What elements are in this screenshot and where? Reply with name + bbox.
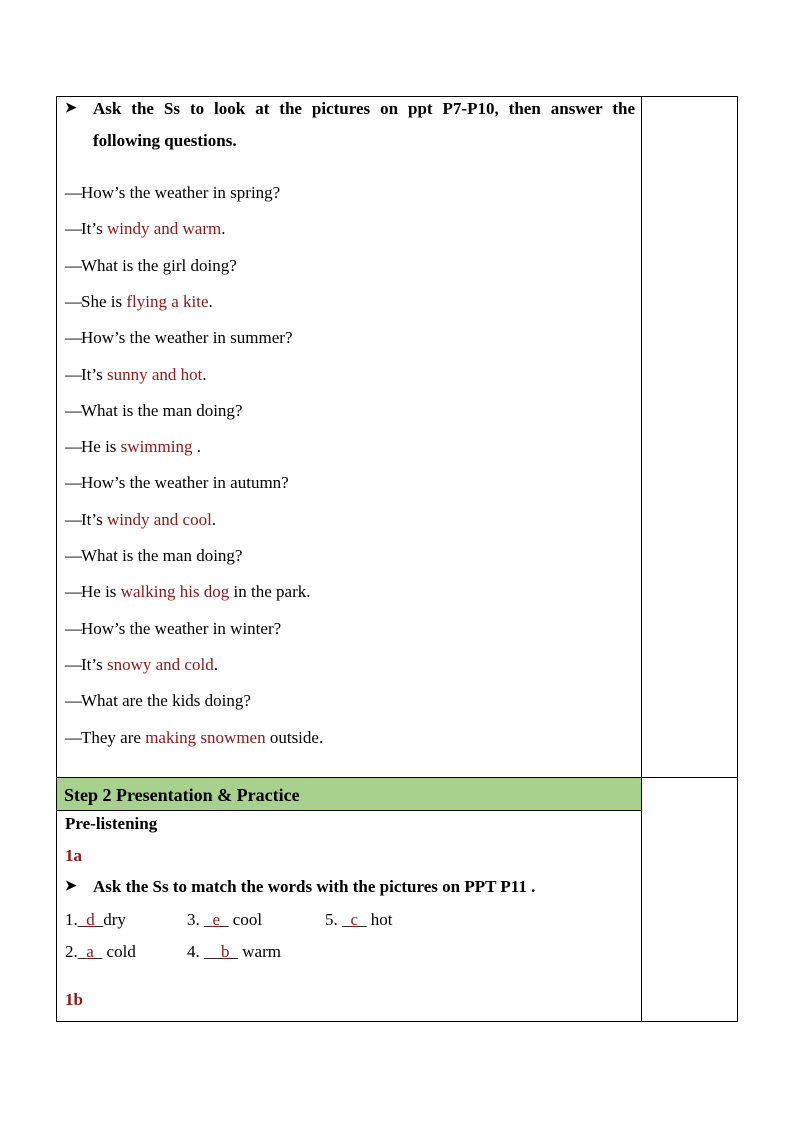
match-answer: d [86,910,95,929]
dash: — [65,509,81,529]
match-answer: a [86,942,94,961]
label-1b: 1b [65,990,83,1009]
dialogue-line [65,728,323,748]
dash: — [65,691,81,711]
dash: — [65,437,81,457]
answer-text: walking his dog [120,582,230,602]
dialogue-line [65,256,237,276]
dialogue-text: How’s the weather in spring? [81,183,281,202]
dialogue-line [65,219,226,239]
answer-text: windy and cool [106,509,212,529]
dialogue-text-end: in the park. [229,582,311,602]
dialogue-text: What is the man doing? [81,546,243,565]
dialogue-line [65,328,293,348]
dialogue-text-end: . [202,364,207,384]
match-answer: b [221,942,230,961]
match-instruction: ➤ Ask the Ss to match the words with the pictures on PPT P11 . [65,871,635,903]
dialogue-text-end: . [221,219,226,239]
match-item: 1._d_dry [65,910,126,929]
dialogue-text: It’s [81,364,107,384]
answer-text: swimming [120,437,193,457]
dialogue-text: It’s [81,654,107,674]
dash: — [65,546,81,565]
answer-text: sunny and hot [106,364,203,384]
dash: — [65,654,81,674]
step-title: Step 2 Presentation & Practice [64,785,300,805]
dialogue-text-end: . [211,509,217,529]
instruction-bullet [65,93,635,157]
dialogue-text: What is the man doing? [81,400,243,420]
dialogue-text: He is [81,437,121,457]
dash: — [65,255,81,275]
dialogue-line [65,619,281,639]
dialogue-text: He is [81,582,121,602]
dash: — [65,183,81,202]
answer-text: windy and warm [106,219,222,239]
dialogue-line [65,437,201,457]
match-answer: c [350,910,359,929]
dialogue-line [65,582,310,602]
label-1a: 1a [65,846,82,865]
dialogue-text: She is [81,291,127,311]
match-answer: e [212,910,221,929]
dash: — [65,473,81,493]
dialogue-line [65,183,280,203]
dialogue-text: How’s the weather in winter? [81,618,282,638]
dialogue-text: What is the girl doing? [81,255,237,275]
dialogue-line [65,401,242,421]
dialogue-line [65,510,216,530]
dash: — [65,727,81,747]
dialogue-line [65,292,213,312]
instruction-line-1: Ask the Ss to look at the pictures on ppt P7-P10, then answer the [93,99,635,118]
arrow-bullet-icon: ➤ [65,879,77,894]
dialogue-text: It’s [81,219,107,239]
sub-heading: Pre-listening [65,814,158,833]
answer-text: snowy and cold [106,654,214,674]
step-heading-bar [57,778,641,811]
dialogue-line [65,546,242,566]
dash: — [65,291,81,311]
dialogue-line [65,473,289,493]
dash: — [65,400,81,420]
match-item: 5. _c_ hot [325,910,393,929]
dash: — [65,364,81,384]
dialogue-text: It’s [81,509,107,529]
lesson-table [56,96,738,1022]
dialogue-text: What are the kids doing? [81,691,251,711]
answer-text: making snowmen [145,727,266,747]
dialogue-text-end: . [213,654,218,674]
dialogue-text: How’s the weather in autumn? [81,473,289,493]
dialogue-text: They are [81,727,146,747]
dash: — [65,582,81,602]
dialogue-line [65,691,251,711]
match-item: 3. _e_ cool [187,910,263,929]
column-divider [641,97,642,1021]
dialogue-line [65,365,207,385]
dash: — [65,618,81,638]
dash: — [65,219,81,239]
dialogue-text: How’s the weather in summer? [81,328,293,348]
dash: — [65,328,81,348]
match-item: 4. __b_ warm [187,942,281,961]
dialogue-line [65,655,218,675]
instruction-line-2: following questions. [93,131,237,150]
arrow-bullet-icon: ➤ [65,101,77,116]
dialogue-text-end: . [192,437,201,457]
answer-text: flying a kite [126,291,209,311]
dialogue-text-end: outside. [265,727,324,747]
match-item: 2._a_ cold [65,942,136,961]
dialogue-text-end: . [208,291,213,311]
